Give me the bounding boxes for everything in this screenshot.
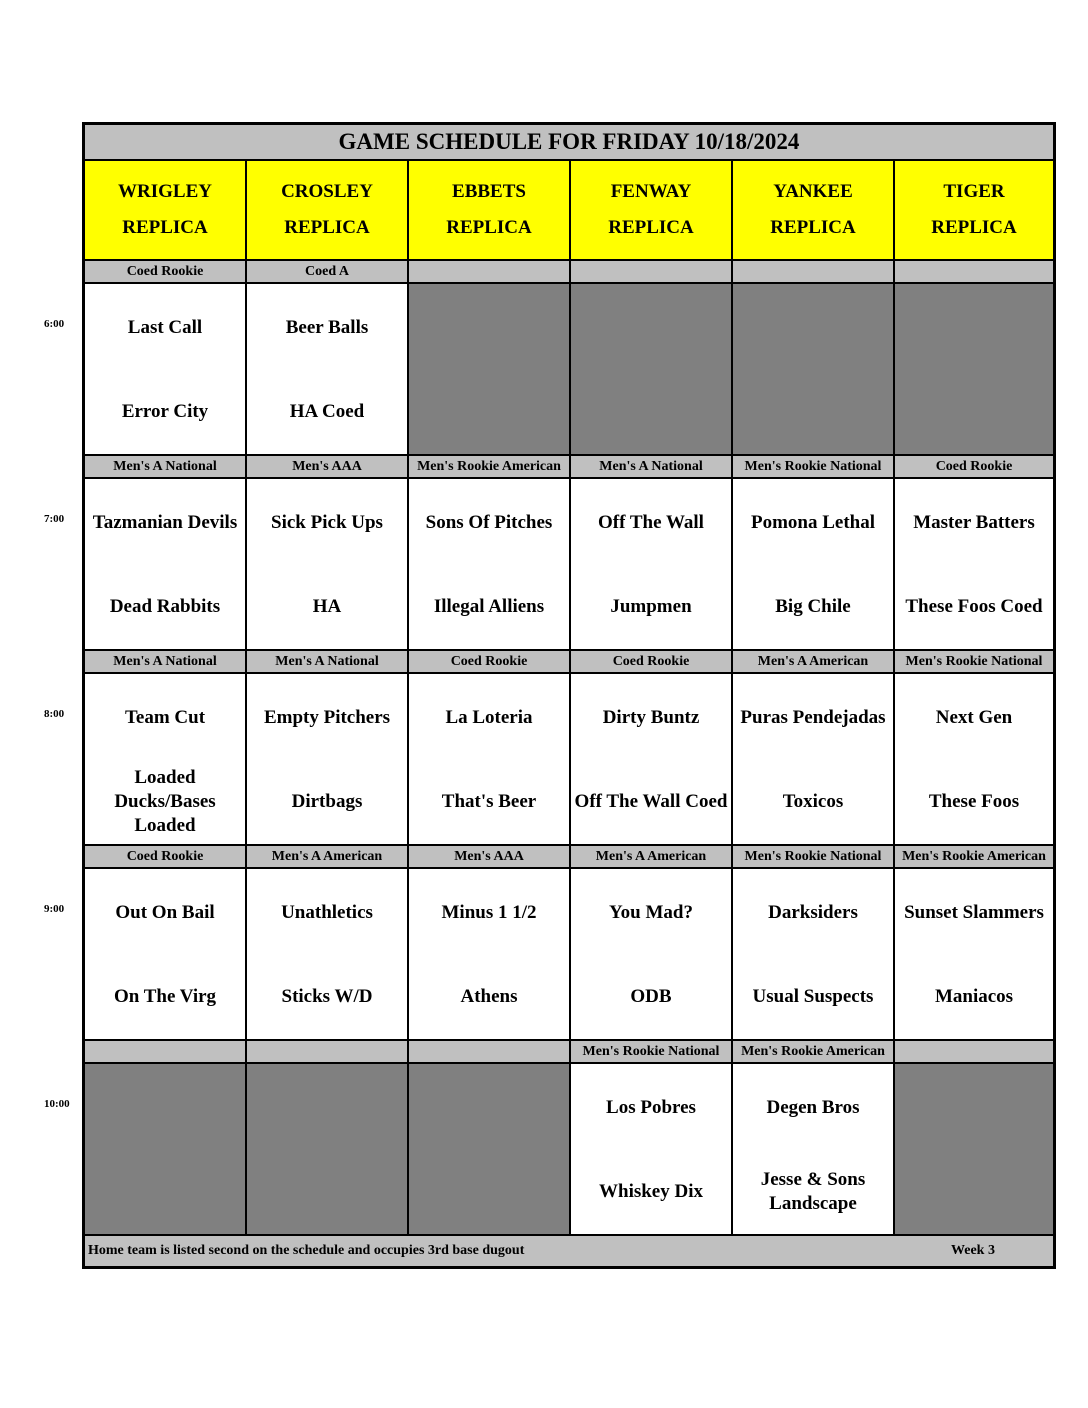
division-label: Men's A National bbox=[85, 456, 245, 477]
division-label: Men's A American bbox=[247, 846, 407, 867]
division-label: Men's A American bbox=[733, 651, 893, 672]
game-cell bbox=[733, 869, 893, 1039]
division-row bbox=[85, 259, 1053, 282]
division-label: Coed Rookie bbox=[409, 651, 569, 672]
field-header-row bbox=[85, 161, 1053, 259]
division-row bbox=[85, 649, 1053, 672]
game-cell bbox=[409, 479, 569, 649]
time-label: 6:00 bbox=[44, 318, 65, 330]
division-label: Men's Rookie American bbox=[733, 1041, 893, 1062]
game-cell bbox=[85, 674, 245, 844]
division-label: Men's Rookie National bbox=[895, 651, 1053, 672]
away-team: Los Pobres bbox=[606, 1097, 696, 1118]
game-row bbox=[85, 672, 1053, 844]
game-cell bbox=[247, 479, 407, 649]
home-team: That's Beer bbox=[441, 791, 537, 812]
away-team: Team Cut bbox=[124, 707, 206, 728]
home-team: Athens bbox=[460, 986, 518, 1007]
home-team: These Foos bbox=[928, 791, 1020, 812]
away-team: Puras Pendejadas bbox=[740, 707, 886, 728]
game-cell bbox=[247, 284, 407, 454]
home-team: Big Chile bbox=[775, 596, 851, 617]
division-row bbox=[85, 454, 1053, 477]
division-label bbox=[895, 1041, 1053, 1062]
division-label bbox=[247, 1041, 407, 1062]
schedule-footer bbox=[85, 1234, 1053, 1266]
field-header-crosley bbox=[247, 161, 407, 259]
division-label bbox=[895, 261, 1053, 282]
away-team: Sick Pick Ups bbox=[271, 512, 383, 533]
empty-cell bbox=[409, 1064, 569, 1234]
division-label: Men's Rookie American bbox=[409, 456, 569, 477]
away-team: La Loteria bbox=[445, 707, 533, 728]
division-label: Men's A National bbox=[247, 651, 407, 672]
field-subtitle: REPLICA bbox=[608, 217, 694, 238]
empty-cell bbox=[409, 284, 569, 454]
away-team: Pomona Lethal bbox=[750, 512, 876, 533]
time-slots bbox=[85, 259, 1053, 1234]
home-team: Dirtbags bbox=[291, 791, 363, 812]
home-team: Loaded Ducks/Bases Loaded bbox=[114, 767, 216, 836]
division-row bbox=[85, 1039, 1053, 1062]
empty-cell bbox=[247, 1064, 407, 1234]
division-label: Coed Rookie bbox=[571, 651, 731, 672]
empty-cell bbox=[85, 1064, 245, 1234]
home-team: Dead Rabbits bbox=[109, 596, 221, 617]
away-team: You Mad? bbox=[609, 902, 693, 923]
field-name: FENWAY bbox=[610, 181, 692, 202]
division-row bbox=[85, 844, 1053, 867]
game-row bbox=[85, 1062, 1053, 1234]
game-cell bbox=[409, 674, 569, 844]
division-label: Men's Rookie National bbox=[733, 846, 893, 867]
home-team: Error City bbox=[121, 401, 209, 422]
game-cell bbox=[895, 869, 1053, 1039]
away-team: Off The Wall bbox=[598, 512, 704, 533]
field-name: WRIGLEY bbox=[118, 181, 212, 202]
division-label bbox=[733, 261, 893, 282]
away-team: Sons Of Pitches bbox=[425, 512, 553, 533]
game-row bbox=[85, 477, 1053, 649]
field-name: TIGER bbox=[943, 181, 1005, 202]
field-header-tiger bbox=[895, 161, 1053, 259]
division-label bbox=[571, 261, 731, 282]
division-label bbox=[409, 261, 569, 282]
empty-cell bbox=[733, 284, 893, 454]
away-team: Minus 1 1/2 bbox=[441, 902, 537, 923]
away-team: Out On Bail bbox=[115, 902, 215, 923]
division-label: Men's AAA bbox=[409, 846, 569, 867]
game-cell bbox=[85, 284, 245, 454]
division-label: Men's A American bbox=[571, 846, 731, 867]
away-team: Master Batters bbox=[913, 512, 1035, 533]
division-label: Men's A National bbox=[571, 456, 731, 477]
footer-note: Home team is listed second on the schedule and occupies 3rd base dugout bbox=[88, 1243, 525, 1258]
home-team: Illegal Alliens bbox=[433, 596, 545, 617]
game-cell bbox=[895, 674, 1053, 844]
empty-cell bbox=[571, 284, 731, 454]
game-cell bbox=[733, 1064, 893, 1234]
field-name: EBBETS bbox=[452, 181, 526, 202]
time-label: 9:00 bbox=[44, 903, 65, 915]
time-label: 8:00 bbox=[44, 708, 65, 720]
away-team: Beer Balls bbox=[285, 317, 369, 338]
field-header-yankee bbox=[733, 161, 893, 259]
schedule-title: GAME SCHEDULE FOR FRIDAY 10/18/2024 bbox=[85, 125, 1053, 161]
away-team: Sunset Slammers bbox=[904, 902, 1044, 923]
field-header-ebbets bbox=[409, 161, 569, 259]
division-label: Coed A bbox=[247, 261, 407, 282]
home-team: Usual Suspects bbox=[752, 986, 874, 1007]
division-label bbox=[409, 1041, 569, 1062]
game-cell bbox=[733, 479, 893, 649]
game-cell bbox=[409, 869, 569, 1039]
home-team: ODB bbox=[630, 986, 672, 1007]
empty-cell bbox=[895, 284, 1053, 454]
division-label: Coed Rookie bbox=[895, 456, 1053, 477]
division-label: Men's Rookie American bbox=[895, 846, 1053, 867]
home-team: Maniacos bbox=[934, 986, 1014, 1007]
division-label: Men's AAA bbox=[247, 456, 407, 477]
home-team: These Foos Coed bbox=[905, 596, 1043, 617]
field-header-wrigley bbox=[85, 161, 245, 259]
home-team: Whiskey Dix bbox=[599, 1181, 703, 1202]
game-cell bbox=[571, 869, 731, 1039]
field-header-fenway bbox=[571, 161, 731, 259]
time-label: 10:00 bbox=[44, 1098, 70, 1110]
game-cell bbox=[247, 869, 407, 1039]
game-cell bbox=[571, 479, 731, 649]
schedule-table bbox=[82, 122, 1056, 1269]
away-team: Next Gen bbox=[935, 707, 1013, 728]
division-label: Men's Rookie National bbox=[733, 456, 893, 477]
game-cell bbox=[85, 869, 245, 1039]
field-name: YANKEE bbox=[773, 181, 853, 202]
field-subtitle: REPLICA bbox=[446, 217, 532, 238]
field-subtitle: REPLICA bbox=[770, 217, 856, 238]
home-team: Off The Wall Coed bbox=[574, 791, 728, 812]
division-label bbox=[85, 1041, 245, 1062]
division-label: Men's Rookie National bbox=[571, 1041, 731, 1062]
away-team: Tazmanian Devils bbox=[92, 512, 238, 533]
game-cell bbox=[895, 479, 1053, 649]
division-label: Coed Rookie bbox=[85, 846, 245, 867]
away-team: Empty Pitchers bbox=[263, 707, 391, 728]
away-team: Degen Bros bbox=[766, 1097, 860, 1118]
away-team: Last Call bbox=[127, 317, 203, 338]
home-team: HA bbox=[312, 596, 342, 617]
home-team: Sticks W/D bbox=[281, 986, 373, 1007]
game-cell bbox=[85, 479, 245, 649]
home-team: HA Coed bbox=[289, 401, 365, 422]
away-team: Unathletics bbox=[281, 902, 373, 923]
empty-cell bbox=[895, 1064, 1053, 1234]
field-subtitle: REPLICA bbox=[122, 217, 208, 238]
field-subtitle: REPLICA bbox=[284, 217, 370, 238]
game-cell bbox=[571, 1064, 731, 1234]
away-team: Dirty Buntz bbox=[602, 707, 700, 728]
division-label: Men's A National bbox=[85, 651, 245, 672]
field-name: CROSLEY bbox=[281, 181, 373, 202]
away-team: Darksiders bbox=[768, 902, 858, 923]
game-cell bbox=[247, 674, 407, 844]
home-team: Toxicos bbox=[782, 791, 844, 812]
week-label: Week 3 bbox=[951, 1243, 995, 1258]
home-team: On The Virg bbox=[113, 986, 217, 1007]
game-cell bbox=[571, 674, 731, 844]
field-subtitle: REPLICA bbox=[931, 217, 1017, 238]
division-label: Coed Rookie bbox=[85, 261, 245, 282]
home-team: Jesse & Sons Landscape bbox=[760, 1169, 866, 1214]
time-label: 7:00 bbox=[44, 513, 65, 525]
home-team: Jumpmen bbox=[610, 596, 692, 617]
game-row bbox=[85, 867, 1053, 1039]
game-cell bbox=[733, 674, 893, 844]
game-row bbox=[85, 282, 1053, 454]
